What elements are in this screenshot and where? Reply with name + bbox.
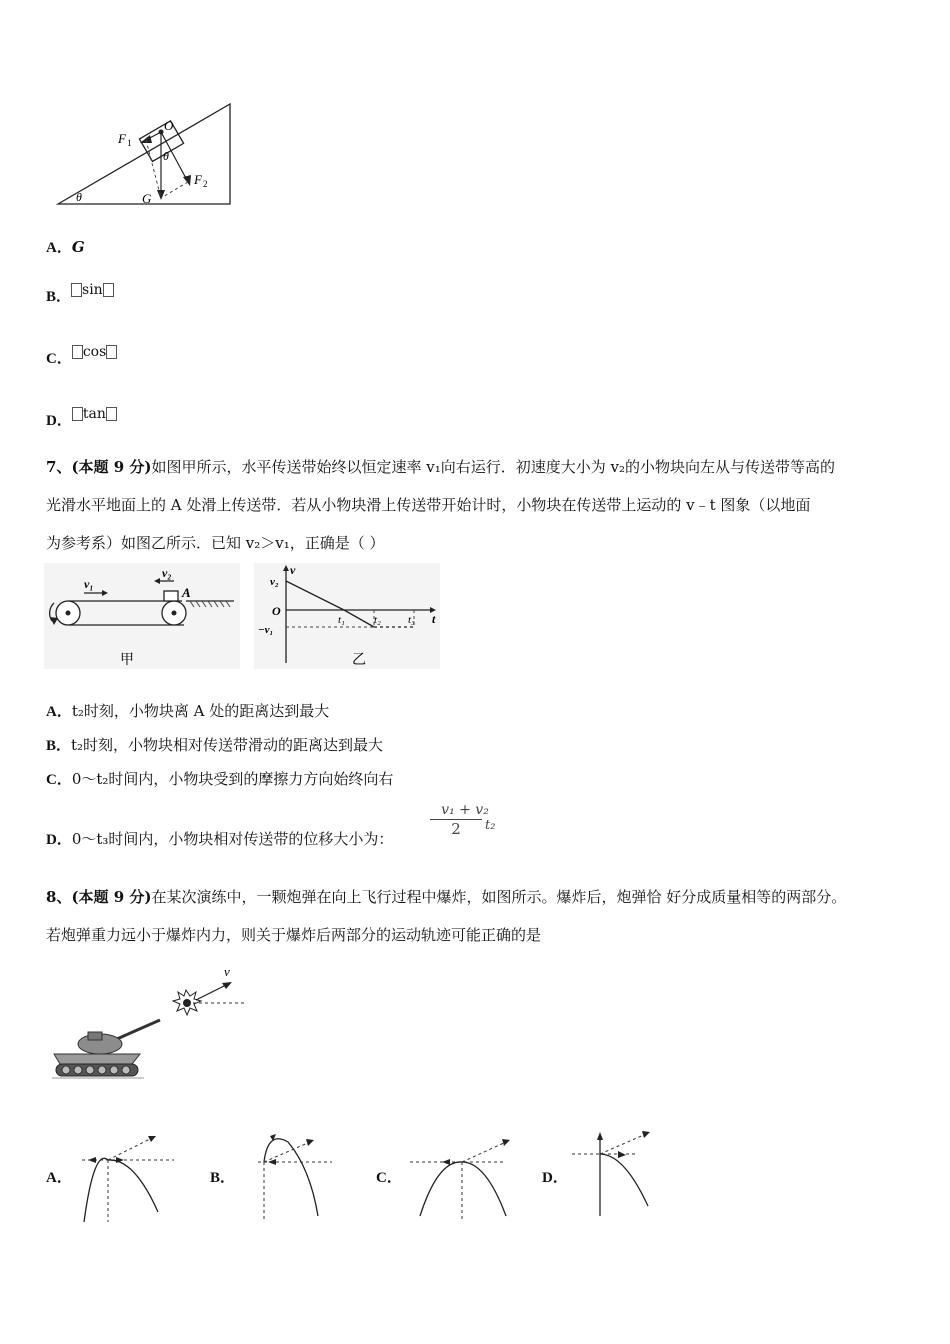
conveyor-figure bbox=[44, 563, 240, 669]
formula-t2: t₂ bbox=[485, 818, 496, 833]
label-neg-v1: −v₁ bbox=[258, 624, 274, 636]
caption-jia: 甲 bbox=[120, 653, 134, 668]
label-theta-top: θ bbox=[163, 149, 169, 163]
q8-option-a-label: A． bbox=[46, 1170, 72, 1186]
formula-denominator: 2 bbox=[451, 820, 461, 838]
label-v1: v₁ bbox=[84, 577, 94, 591]
axis-v: v bbox=[290, 563, 296, 577]
q7-line1: 如图甲所示，水平传送带始终以恒定速率 v₁向右运行．初速度大小为 v₂的小物块向左从与传送带等高的 bbox=[151, 458, 836, 476]
incline-figure bbox=[50, 98, 240, 210]
tick-t3: t₃ bbox=[408, 614, 415, 626]
label-v-shell: v bbox=[224, 964, 230, 979]
q8-option-c-graph bbox=[406, 1128, 516, 1224]
label-F1: F bbox=[118, 131, 126, 146]
q8-line2: 若炮弹重力远小于爆炸内力，则关于爆炸后两部分的运动轨迹可能正确的是 bbox=[46, 926, 542, 944]
q8-option-b-label: B． bbox=[210, 1170, 236, 1186]
formula-numerator: v₁ + v₂ bbox=[441, 802, 489, 818]
label-O: O bbox=[164, 118, 174, 133]
origin-O: O bbox=[272, 604, 281, 618]
q7-formula bbox=[430, 802, 500, 838]
q6-option-c: C． cos bbox=[46, 344, 117, 365]
q6-option-b: B． sin bbox=[46, 282, 114, 303]
label-v2-graph: v₂ bbox=[270, 576, 279, 588]
q8-option-d-graph bbox=[568, 1128, 660, 1224]
label-F1-sub: 1 bbox=[127, 138, 132, 148]
label-v2: v₂ bbox=[162, 566, 172, 580]
q8-option-b-graph bbox=[240, 1128, 336, 1224]
tick-t2: t₂ bbox=[374, 614, 381, 626]
label-A: A bbox=[182, 585, 191, 600]
label-G: G bbox=[142, 191, 152, 206]
caption-yi: 乙 bbox=[352, 653, 366, 668]
q8-line1: 在某次演练中，一颗炮弹在向上飞行过程中爆炸，如图所示。爆炸后，炮弹恰 好分成质量相等的两部分。 bbox=[151, 888, 847, 906]
tick-t1: t₁ bbox=[338, 614, 345, 626]
q7-line3: 为参考系）如图乙所示．已知 v₂＞v₁，正确是（ ） bbox=[46, 534, 385, 552]
q7-line2: 光滑水平地面上的 A 处滑上传送带．若从小物块滑上传送带开始计时，小物块在传送带上运动的 v﹣t 图象（以地面 bbox=[46, 496, 811, 514]
q8-stem: 8、(本题 9 分)在某次演练中，一颗炮弹在向上飞行过程中爆炸，如图所示。爆炸后，炮弹恰 好分成质量相等的两部分。 若炮弹重力远小于爆炸内力，则关于爆炸后两部分的运动轨迹可能正确的是 bbox=[46, 878, 926, 954]
q8-option-c-label: C． bbox=[376, 1170, 402, 1186]
vt-graph bbox=[254, 563, 440, 669]
q6-option-a: A．G bbox=[46, 238, 85, 256]
tank-figure bbox=[48, 960, 248, 1082]
q6-option-d: D． tan bbox=[46, 406, 117, 427]
q8-option-d-label: D． bbox=[542, 1170, 568, 1186]
q7-option-d: D．0～t₃时间内，小物块相对传送带的位移大小为： bbox=[46, 830, 394, 848]
label-F2: F bbox=[194, 172, 202, 187]
label-F2-sub: 2 bbox=[203, 179, 208, 189]
axis-t: t bbox=[432, 612, 436, 626]
label-theta-base: θ bbox=[76, 190, 82, 204]
q7-option-c: C．0～t₂时间内，小物块受到的摩擦力方向始终向右 bbox=[46, 770, 394, 788]
q7-stem: 7、(本题 9 分)如图甲所示，水平传送带始终以恒定速率 v₁向右运行．初速度大小为 v₂的小物块向左从与传送带等高的 光滑水平地面上的 A 处滑上传送带．若从小物块滑上传送带开始计时，小物块在传送带上运动的 v﹣t 图象（以地面 为参考系）如图乙所示．已知 v₂＞v₁，正确是（ ） bbox=[46, 448, 926, 562]
q7-option-a: A．t₂时刻，小物块离 A 处的距离达到最大 bbox=[46, 702, 330, 720]
q8-option-a-graph bbox=[74, 1128, 178, 1224]
q7-option-b: B．t₂时刻，小物块相对传送带滑动的距离达到最大 bbox=[46, 736, 384, 754]
